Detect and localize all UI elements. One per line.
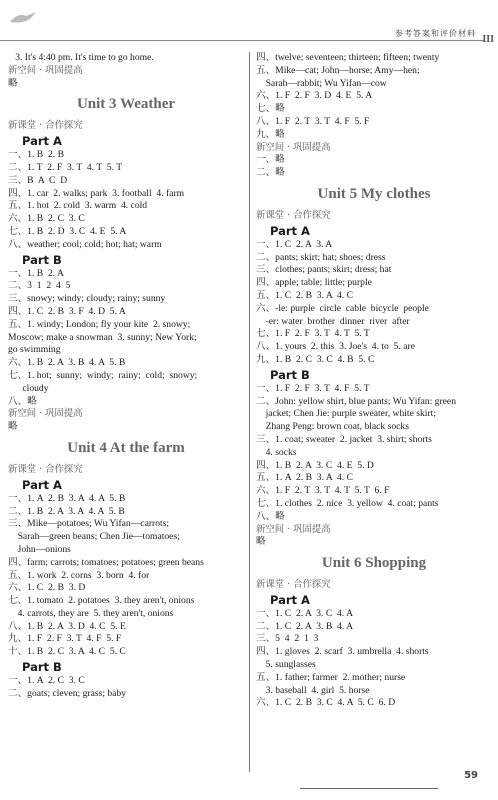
right-line-30: 四、1. B 2. A 3. C 4. E 5. D [256,459,374,471]
right-line-28: 三、1. coat; sweater 2. jacket 3. shirt; shorts [256,433,432,445]
right-line-19: -er: water brother dinner river after [256,315,410,327]
left-line-33: 三、Mike—potatoes; Wu Yifan—carrots; [8,518,170,530]
right-line-29: 4. socks [256,446,297,458]
left-part-14: Part B [22,252,62,267]
left-line-34: Sarah—green beans; Chen Jie—tomatoes; [8,531,180,543]
right-line-1: 五、Mike—cat; John—horse; Amy—hen; [256,64,420,76]
right-line-46: 3. baseball 4. girl 5. horse [256,684,370,696]
left-line-27: 略 [8,421,18,433]
right-line-6: 九、略 [256,128,285,140]
left-line-12: 七、1. B 2. D 3. C 4. E 5. A [8,225,127,237]
left-line-7: 二、1. T 2. F 3. T 4. T 5. T [8,161,123,173]
left-line-17: 三、snowy; windy; cloudy; rainy; sunny [8,293,166,305]
left-line-36: 四、farm; carrots; tomatoes; potatoes; green beans [8,556,204,568]
right-section-11: 新课堂 · 合作探究 [256,209,331,221]
left-line-37: 五、1. work 2. corns 3. born 4. for [8,569,150,581]
left-section-1: 新空间 · 巩固提高 [8,64,83,76]
right-line-4: 七、略 [256,103,285,115]
left-line-6: 一、1. B 2. B [8,149,64,161]
left-line-15: 一、1. B 2. A [8,267,64,279]
left-line-40: 4. carrots, they are 5. they aren't, onions [8,607,174,619]
right-part-12: Part A [270,223,310,238]
left-column [8,52,244,701]
right-line-45: 五、1. father; farmer 2. mother; nurse [256,671,406,683]
right-line-22: 九、1. B 2. C 3. C 4. B 5. C [256,353,375,365]
left-line-32: 二、1. B 2. A 3. A 4. A 5. B [8,505,125,517]
right-line-13: 一、1. C 2. A 3. A [256,238,333,250]
right-section-35: 新空间 · 巩固提高 [256,523,331,535]
right-section-7: 新空间 · 巩固提高 [256,141,331,153]
bird-logo-icon [8,8,38,28]
left-line-2: 略 [8,77,18,89]
right-line-2: Sarah—rabbit; Wu Yifan—cow [256,77,387,89]
left-line-45: 一、1. A 2. C 3. C [8,675,85,687]
right-line-40: 一、1. C 2. A 3. C 4. A [256,607,354,619]
left-line-23: 七、1. hot; sunny; windy; rainy; cold; snowy; [8,369,198,381]
left-line-24: cloudy [8,382,49,394]
right-part-39: Part A [270,592,310,607]
left-section-4: 新课堂 · 合作探究 [8,120,83,132]
right-line-15: 三、clothes; pants; skirt; dress; hat [256,264,392,276]
right-line-31: 五、1. A 2. B 3. A 4. C [256,472,354,484]
left-section-26: 新空间 · 巩固提高 [8,408,83,420]
left-line-19: 五、1. windy; London; fly your kite 2. snowy; [8,318,191,330]
left-line-31: 一、1. A 2. B 3. A 4. A 5. B [8,492,126,504]
right-line-21: 八、1. yours 2. this 3. Joe's 4. to 5. are [256,341,415,353]
left-part-30: Part A [22,477,62,492]
left-unit-3: Unit 3 Weather [76,96,176,113]
left-line-22: 六、1. B 2. A 3. B 4. A 5. B [8,357,126,369]
left-unit-28: Unit 4 At the farm [67,439,185,456]
right-line-26: jacket; Chen Jie: purple sweater, white skirt; [256,408,436,420]
right-line-3: 六、1. F 2. F 3. D 4. E 5. A [256,90,373,102]
column-divider [249,52,250,772]
left-line-21: go swimming [8,344,61,356]
header-title: 参考答案和评价材料 [395,29,476,38]
right-line-32: 六、1. F 2. T 3. T 4. T 5. T 6. F [256,485,390,497]
right-line-41: 二、1. C 2. A 3. B 4. A [256,620,354,632]
right-line-36: 略 [256,536,266,548]
left-line-11: 六、1. B 2. C 3. C [8,213,85,225]
right-line-33: 七、1. clothes 2. nice 3. yellow 4. coat; pants [256,497,439,509]
header-rule [0,40,484,41]
right-line-25: 二、John: yellow shirt, blue pants; Wu Yifan: green [256,395,456,407]
right-part-23: Part B [270,367,310,382]
right-line-16: 四、apple; table; little; purple [256,277,372,289]
right-line-18: 六、-le: purple circle cable bicycle people [256,302,429,314]
right-line-27: Zhang Peng: brown coat, black socks [256,421,409,433]
left-line-13: 八、weather; cool; cold; hot; hat; warm [8,238,162,250]
left-line-41: 八、1. B 2. A 3. D 4. C 5. E [8,620,126,632]
right-line-5: 八、1. F 2. T 3. T 4. F 5. F [256,115,370,127]
left-line-38: 六、1. C 2. B 3. D [8,582,86,594]
right-line-42: 三、5 4 2 1 3 [256,633,319,645]
right-line-34: 八、略 [256,510,285,522]
right-line-20: 七、1. F 2. F 3. T 4. T 5. T [256,328,370,340]
right-unit-37: Unit 6 Shopping [321,555,427,572]
right-line-43: 四、1. gloves 2. scarf 3. umbrella 4. shorts [256,646,429,658]
right-section-38: 新课堂 · 合作探究 [256,579,331,591]
right-line-47: 六、1. C 2. B 3. C 4. A 5. C 6. D [256,697,396,709]
right-unit-10: Unit 5 My clothes [317,185,431,202]
left-line-8: 三、B A C D [8,174,68,186]
left-line-46: 二、goats; cleven; grass; baby [8,687,127,699]
right-column [256,52,492,710]
right-line-17: 五、1. C 2. B 3. A 4. C [256,289,354,301]
left-line-0: 3. It's 4:40 pm. It's time to go home. [8,52,154,63]
page-header [0,0,498,46]
left-line-39: 七、1. tomato 2. potatoes 3. they aren't, onions [8,595,195,607]
right-line-14: 二、pants; skirt; hat; shoes; dress [256,251,386,263]
left-line-43: 十、1. B 2. C 3. A 4. C 5. C [8,646,126,658]
left-line-16: 二、3 1 2 4 5 [8,280,71,292]
left-part-5: Part A [22,134,62,149]
right-line-24: 一、1. F 2. F 3. T 4. F 5. T [256,382,370,394]
left-section-29: 新课堂 · 合作探究 [8,463,83,475]
right-line-44: 5. sunglasses [256,659,316,671]
header-bars-icon: III [482,34,494,45]
right-line-8: 一、略 [256,154,285,166]
page-number: 59 [464,770,478,781]
left-line-10: 五、1. hot 2. cold 3. warm 4. cold [8,200,148,212]
left-line-20: Moscow; make a snowman 3. sunny; New York; [8,331,197,343]
left-line-35: John—onions [8,543,71,555]
right-line-0: 四、twelve; seventeen; thirteen; fifteen; twenty [256,52,440,63]
left-line-9: 四、1. car 2. walks; park 3. football 4. farm [8,187,185,199]
footer-rule [300,788,438,789]
right-line-9: 二、略 [256,167,285,179]
left-part-44: Part B [22,660,62,675]
left-line-18: 四、1. C 2. B 3. F 4. D 5. A [8,305,126,317]
left-line-42: 九、1. F 2. F 3. T 4. F 5. F [8,633,122,645]
left-line-25: 八、略 [8,395,37,407]
